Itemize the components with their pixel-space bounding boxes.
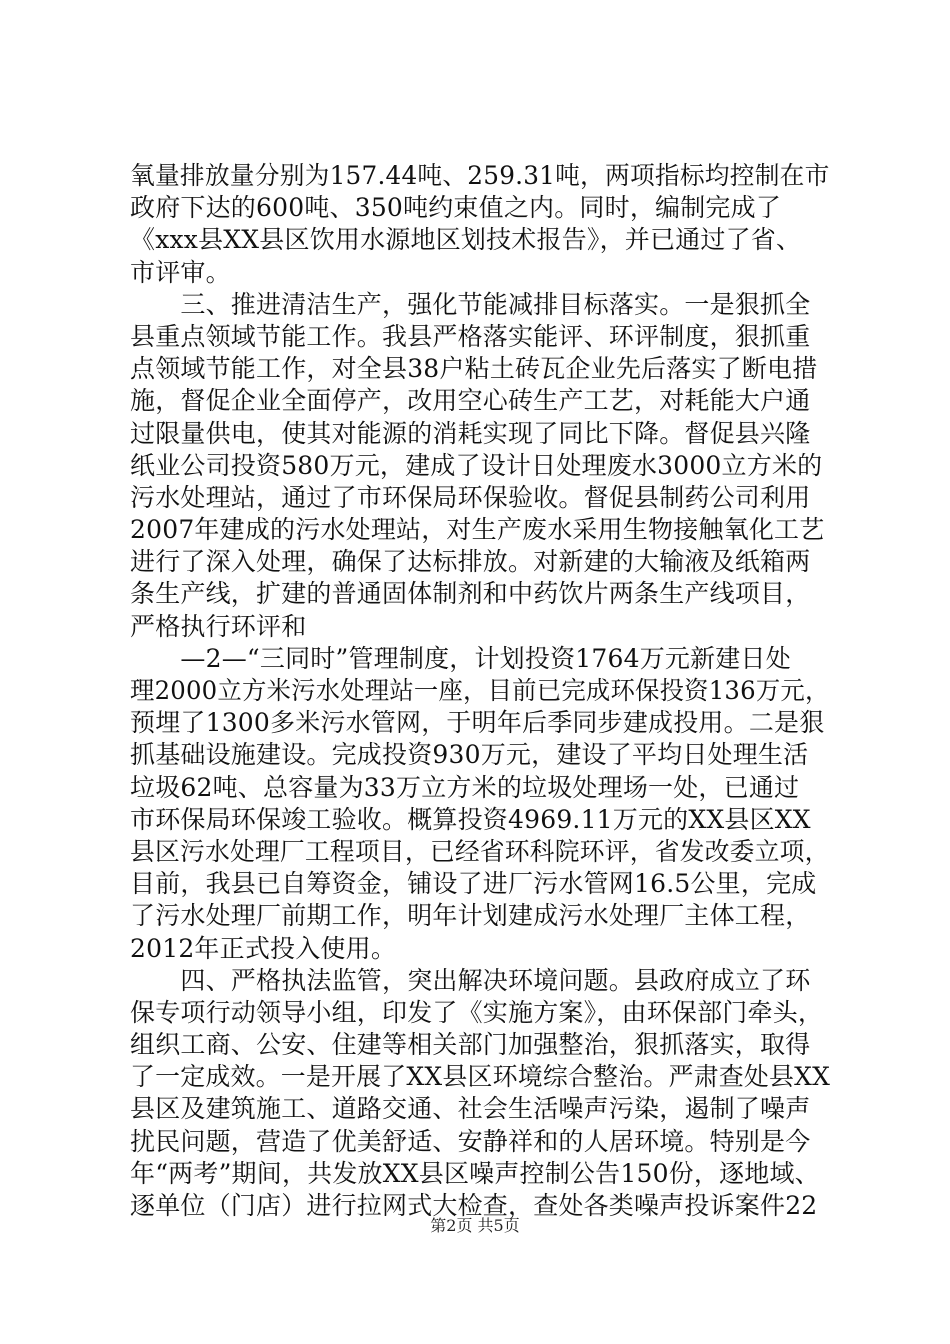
text-line: 2012年正式投入使用。: [130, 933, 397, 963]
text-line: 市环保局环保竣工验收。概算投资4969.11万元的XX县区XX: [130, 804, 811, 834]
text-line: 了污水处理厂前期工作，明年计划建成污水处理厂主体工程，: [130, 901, 811, 931]
text-line: 条生产线，扩建的普通固体制剂和中药饮片两条生产线项目，: [130, 579, 811, 609]
document-body: [130, 160, 830, 1222]
text-line: 县区及建筑施工、道路交通、社会生活噪声污染，遏制了噪声: [130, 1094, 811, 1124]
text-line: 纸业公司投资580万元，建成了设计日处理废水3000立方米的: [130, 450, 823, 480]
text-line: 年“两考”期间，共发放XX县区噪声控制公告150份，逐地域、: [130, 1158, 820, 1188]
text-line: 保专项行动领导小组，印发了《实施方案》，由环保部门牵头，: [130, 997, 824, 1027]
text-line: 2007年建成的污水处理站，对生产废水采用生物接触氧化工艺: [130, 515, 825, 545]
text-line: 扰民问题，营造了优美舒适、安静祥和的人居环境。特别是今: [130, 1126, 811, 1156]
text-line: 市评审。: [130, 257, 231, 287]
text-line: —2—“三同时”管理制度，计划投资1764万元新建日处: [130, 643, 791, 673]
text-line: 了一定成效。一是开展了XX县区环境综合整治。严肃查处县XX: [130, 1062, 831, 1092]
text-line: 氧量排放量分别为157.44吨、259.31吨，两项指标均控制在市: [130, 161, 830, 190]
text-line: 三、推进清洁生产，强化节能减排目标落实。一是狠抓全: [130, 289, 811, 319]
text-line: 《xxx县XX县区饮用水源地区划技术报告》，并已通过了省、: [130, 225, 802, 255]
text-line: 抓基础设施建设。完成投资930万元，建设了平均日处理生活: [130, 740, 809, 770]
text-line: 进行了深入处理，确保了达标排放。对新建的大输液及纸箱两: [130, 547, 811, 577]
text-line: 县区污水处理厂工程项目，已经省环科院环评，省发改委立项，: [130, 836, 830, 866]
text-line: 预埋了1300多米污水管网，于明年后季同步建成投用。二是狠: [130, 708, 825, 738]
text-line: 理2000立方米污水处理站一座，目前已完成环保投资136万元，: [130, 676, 830, 705]
text-line: 目前，我县已自筹资金，铺设了进厂污水管网16.5公里，完成: [130, 869, 817, 899]
text-line: 逐单位（门店）进行拉网式大检查，查处各类噪声投诉案件22: [130, 1191, 818, 1220]
text-line: 严格执行环评和: [130, 611, 307, 641]
text-line: 点领域节能工作，对全县38户粘土砖瓦企业先后落实了断电措: [130, 354, 818, 384]
text-line: 县重点领域节能工作。我县严格落实能评、环评制度，狠抓重: [130, 321, 811, 351]
text-line: 政府下达的600吨、350吨约束值之内。同时，编制完成了: [130, 193, 782, 223]
text-line: 过限量供电，使其对能源的消耗实现了同比下降。督促县兴隆: [130, 418, 811, 448]
text-line: 污水处理站，通过了市环保局环保验收。督促县制药公司利用: [130, 482, 811, 512]
page-footer: 第2页 共5页: [430, 1216, 520, 1235]
text-line: 垃圾62吨、总容量为33万立方米的垃圾处理场一处，已通过: [130, 772, 800, 802]
text-line: 组织工商、公安、住建等相关部门加强整治，狠抓落实，取得: [130, 1030, 811, 1060]
text-line: 四、严格执法监管，突出解决环境问题。县政府成立了环: [130, 965, 811, 995]
text-line: 施，督促企业全面停产，改用空心砖生产工艺，对耗能大户通: [130, 386, 811, 416]
